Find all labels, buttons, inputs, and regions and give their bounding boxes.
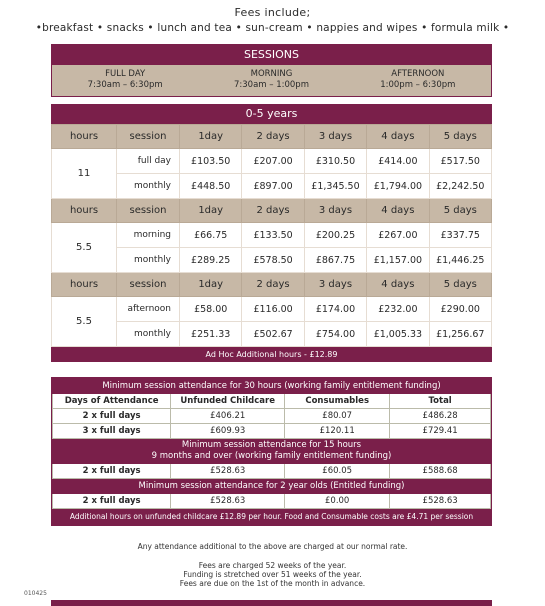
price-header-row — [52, 199, 492, 223]
bottom-bar — [51, 600, 492, 606]
table-row — [53, 494, 491, 509]
session-name: MORNING — [250, 69, 293, 79]
session-morning — [198, 65, 344, 96]
header-cell: 5 days — [429, 273, 491, 297]
price-cell: £58.00 — [180, 297, 242, 322]
age-group-title: 0-5 years — [51, 104, 492, 124]
min-30-hours-title: Minimum session attendance for 30 hours (working family entitlement funding) — [53, 379, 491, 394]
price-cell: £116.00 — [242, 297, 304, 322]
header-cell: session — [117, 125, 180, 149]
hours-cell: 11 — [52, 149, 117, 199]
price-row — [52, 174, 492, 199]
price-cell: £867.75 — [304, 248, 366, 273]
cell: 2 x full days — [53, 464, 171, 479]
fees-include-list: •breakfast • snacks • lunch and tea • sun-cream • nappies and wipes • formula milk • — [35, 22, 510, 34]
cell: £528.63 — [171, 464, 285, 479]
cell: £120.11 — [285, 424, 390, 439]
attendance-table — [52, 378, 491, 525]
note-51-weeks: Funding is stretched over 51 weeks of the year. — [183, 570, 362, 579]
price-cell: £310.50 — [304, 149, 366, 174]
price-cell: £200.25 — [304, 223, 366, 248]
price-table — [51, 124, 492, 347]
header-cell: 3 days — [304, 125, 366, 149]
session-cell: monthly — [117, 174, 180, 199]
header-cell: 4 days — [367, 199, 429, 223]
header-cell: 1day — [180, 273, 242, 297]
session-time: 7:30am – 1:00pm — [233, 80, 309, 90]
fees-header — [0, 6, 545, 34]
price-row — [52, 322, 492, 347]
table-row — [53, 424, 491, 439]
cell: £609.93 — [171, 424, 285, 439]
col-unfunded: Unfunded Childcare — [171, 394, 285, 409]
price-cell: £1,256.67 — [429, 322, 491, 347]
header-cell: 2 days — [242, 199, 304, 223]
price-cell: £517.50 — [429, 149, 491, 174]
additional-hours-footer: Additional hours on unfunded childcare £12.89 per hour. Food and Consumable costs are £4.71 per session — [53, 509, 491, 525]
price-cell: £578.50 — [242, 248, 304, 273]
header-cell: 4 days — [367, 125, 429, 149]
table-row — [53, 409, 491, 424]
price-cell: £1,005.33 — [367, 322, 429, 347]
price-cell: £103.50 — [180, 149, 242, 174]
price-cell: £290.00 — [429, 297, 491, 322]
header-cell: 1day — [180, 125, 242, 149]
header-cell: session — [117, 199, 180, 223]
cell: 3 x full days — [53, 424, 171, 439]
price-table-panel — [51, 104, 492, 362]
price-row — [52, 297, 492, 322]
hours-cell: 5.5 — [52, 223, 117, 273]
min-2-year-title: Minimum session attendance for 2 year olds (Entitled funding) — [53, 479, 491, 494]
min-15-hours-line1: Minimum session attendance for 15 hours — [181, 440, 362, 450]
session-full-day — [52, 65, 198, 96]
cell: £80.07 — [285, 409, 390, 424]
sessions-title: SESSIONS — [52, 45, 491, 65]
cell: £406.21 — [171, 409, 285, 424]
header-cell: hours — [52, 273, 117, 297]
col-days: Days of Attendance — [53, 394, 171, 409]
price-cell: £2,242.50 — [429, 174, 491, 199]
session-cell: monthly — [117, 322, 180, 347]
cell: £729.41 — [390, 424, 491, 439]
hours-cell: 5.5 — [52, 297, 117, 347]
header-cell: 3 days — [304, 199, 366, 223]
price-cell: £448.50 — [180, 174, 242, 199]
table-row — [53, 464, 491, 479]
cell: 2 x full days — [53, 409, 171, 424]
col-total: Total — [390, 394, 491, 409]
note-additional: Any attendance additional to the above are charged at our normal rate. — [137, 542, 408, 551]
min-15-hours-title — [53, 439, 491, 464]
session-cell: monthly — [117, 248, 180, 273]
price-cell: £897.00 — [242, 174, 304, 199]
attendance-panel — [51, 377, 492, 526]
header-cell: 1day — [180, 199, 242, 223]
price-cell: £502.67 — [242, 322, 304, 347]
price-cell: £1,157.00 — [367, 248, 429, 273]
fees-include-title: Fees include; — [234, 6, 311, 19]
col-consumables: Consumables — [285, 394, 390, 409]
adhoc-hours-note: Ad Hoc Additional hours - £12.89 — [51, 347, 492, 362]
price-cell: £174.00 — [304, 297, 366, 322]
session-time: 7:30am – 6:30pm — [87, 80, 163, 90]
note-52-weeks: Fees are charged 52 weeks of the year. — [198, 561, 347, 570]
price-row — [52, 223, 492, 248]
session-cell: morning — [117, 223, 180, 248]
session-cell: full day — [117, 149, 180, 174]
cell: £528.63 — [171, 494, 285, 509]
price-row — [52, 248, 492, 273]
cell: £528.63 — [390, 494, 491, 509]
cell: £588.68 — [390, 464, 491, 479]
min-15-hours-line2: 9 months and over (working family entitlement funding) — [151, 451, 392, 461]
price-cell: £414.00 — [367, 149, 429, 174]
price-cell: £207.00 — [242, 149, 304, 174]
session-name: FULL DAY — [105, 69, 146, 79]
price-header-row — [52, 273, 492, 297]
document-code: 010425 — [24, 590, 47, 597]
price-cell: £1,794.00 — [367, 174, 429, 199]
price-cell: £754.00 — [304, 322, 366, 347]
session-cell: afternoon — [117, 297, 180, 322]
price-cell: £337.75 — [429, 223, 491, 248]
note-due-date: Fees are due on the 1st of the month in advance. — [179, 579, 366, 588]
header-cell: session — [117, 273, 180, 297]
price-cell: £66.75 — [180, 223, 242, 248]
header-cell: hours — [52, 199, 117, 223]
price-cell: £232.00 — [367, 297, 429, 322]
header-cell: hours — [52, 125, 117, 149]
price-cell: £1,446.25 — [429, 248, 491, 273]
header-cell: 5 days — [429, 125, 491, 149]
price-row — [52, 149, 492, 174]
header-cell: 5 days — [429, 199, 491, 223]
header-cell: 4 days — [367, 273, 429, 297]
price-cell: £267.00 — [367, 223, 429, 248]
price-header-row — [52, 125, 492, 149]
header-cell: 2 days — [242, 273, 304, 297]
price-cell: £289.25 — [180, 248, 242, 273]
session-name: AFTERNOON — [391, 69, 445, 79]
cell: £486.28 — [390, 409, 491, 424]
header-cell: 2 days — [242, 125, 304, 149]
cell: £0.00 — [285, 494, 390, 509]
session-afternoon — [345, 65, 491, 96]
price-cell: £1,345.50 — [304, 174, 366, 199]
cell: £60.05 — [285, 464, 390, 479]
cell: 2 x full days — [53, 494, 171, 509]
sessions-panel — [51, 44, 492, 97]
price-cell: £251.33 — [180, 322, 242, 347]
header-cell: 3 days — [304, 273, 366, 297]
price-cell: £133.50 — [242, 223, 304, 248]
session-time: 1:00pm – 6:30pm — [380, 80, 456, 90]
